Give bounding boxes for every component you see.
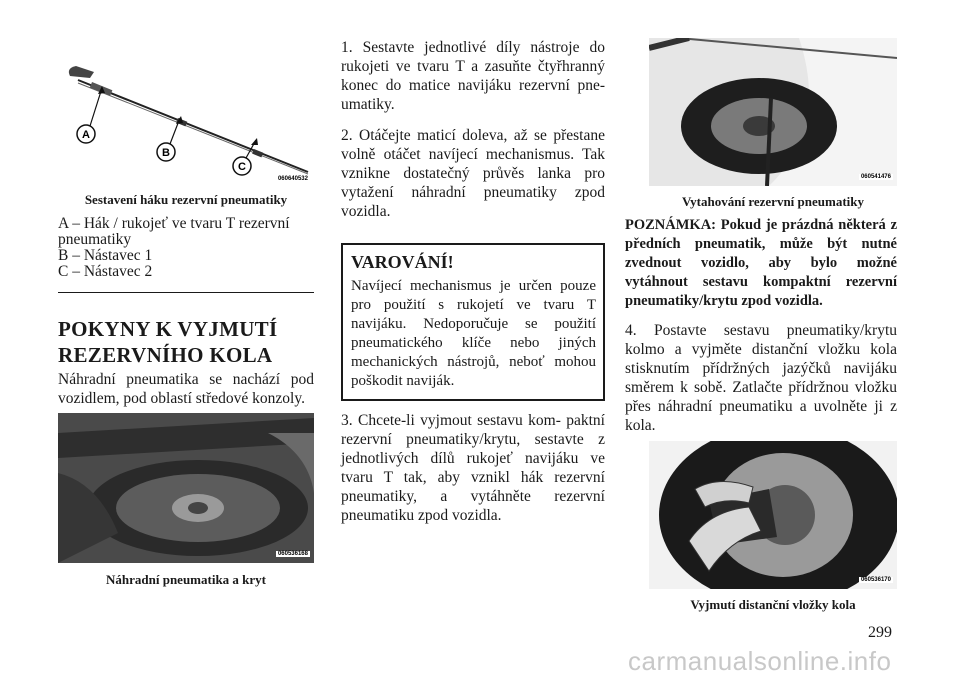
- warning-title: VAROVÁNÍ!: [351, 252, 454, 272]
- divider-rule: [58, 292, 314, 293]
- figure-caption: Sestavení háku rezervní pneumatiky: [84, 192, 288, 207]
- figure-code: 060640532: [277, 176, 308, 182]
- warning-text: Navíjecí mechanismus je určen pouze pro použití s rukojetí ve tvaru T navijáku. Nedoporučuje se použití pneumatického klíče nebo jiných mechanických nástrojů, neboť mohou poškodit naviják.: [351, 278, 596, 389]
- legend-item-a: A – Hák / rukojeť ve tvaru T rezervní pneumatiky: [58, 215, 290, 248]
- step-2-paragraph: 2. Otáčejte maticí doleva, až se přestane volně otáčet navíjecí mechanismus. Tak vznikne dostatečný průvěs lanka pro vytažení náhradní pneumatiky zpod vozidla.: [341, 127, 605, 220]
- warning-box: [341, 243, 605, 401]
- callout-a: A: [82, 129, 90, 141]
- section-heading: POKYNY K VYJMUTÍ REZERVNÍHO KOLA: [58, 317, 278, 367]
- intro-paragraph: Náhradní pneumatika se nachází pod vozidlem, pod oblastí středové konzoly.: [58, 371, 314, 407]
- spare-tire-photo: [58, 413, 314, 563]
- figure-caption: Vytahování rezervní pneumatiky: [681, 194, 864, 209]
- figure-code: 060541476: [860, 174, 891, 180]
- hook-assembly-figure: [58, 48, 314, 188]
- figure-caption: Náhradní pneumatika a kryt: [106, 572, 266, 587]
- pulling-spare-photo: [649, 38, 897, 186]
- note-paragraph: POZNÁMKA: Pokud je prázdná některá z předních pneumatik, může být nutné zvednout vozidlo, aby bylo možné vytáhnout sestavu kompaktní rezervní pneumatiky/krytu zpod vozidla.: [625, 217, 897, 309]
- legend-item-c: C – Nástavec 2: [58, 263, 153, 280]
- callout-b: B: [162, 147, 170, 159]
- page-number: 299: [868, 624, 892, 641]
- figure-code: 060536170: [860, 577, 891, 583]
- callout-c: C: [238, 161, 246, 173]
- legend-item-b: B – Nástavec 1: [58, 247, 153, 264]
- legend-list: [58, 216, 314, 280]
- step-3-paragraph: 3. Chcete-li vyjmout sestavu kom- paktní rezervní pneumatiky/krytu, sestavte z jednotlivých dílů rukojeť navijáku ve tvaru T tak, aby vznikl hák rezervní pneumatiky, a vytáhněte rezervní pneumatiku zpod vozidla.: [341, 412, 605, 524]
- figure-code: 060536168: [277, 551, 308, 557]
- spacer-removal-photo: [649, 441, 897, 589]
- step-1-paragraph: 1. Sestavte jednotlivé díly nástroje do rukojeti ve tvaru T a zasuňte čtyřhranný konec do matice navijáku rezervní pne- umatiky.: [341, 39, 605, 113]
- hook-tool-illustration: [58, 48, 314, 188]
- figure-caption: Vyjmutí distanční vložky kola: [690, 597, 856, 612]
- watermark-text: carmanualsonline.info: [628, 646, 892, 676]
- step-4-paragraph: 4. Postavte sestavu pneumatiky/krytu kolmo a vyjměte distanční vložku kola stisknutím přídržných jazýčků navijáku směrem k sobě. Zatlačte přídržnou vložku přes náhradní pneumatiku a uvolněte ji z kola.: [625, 322, 897, 434]
